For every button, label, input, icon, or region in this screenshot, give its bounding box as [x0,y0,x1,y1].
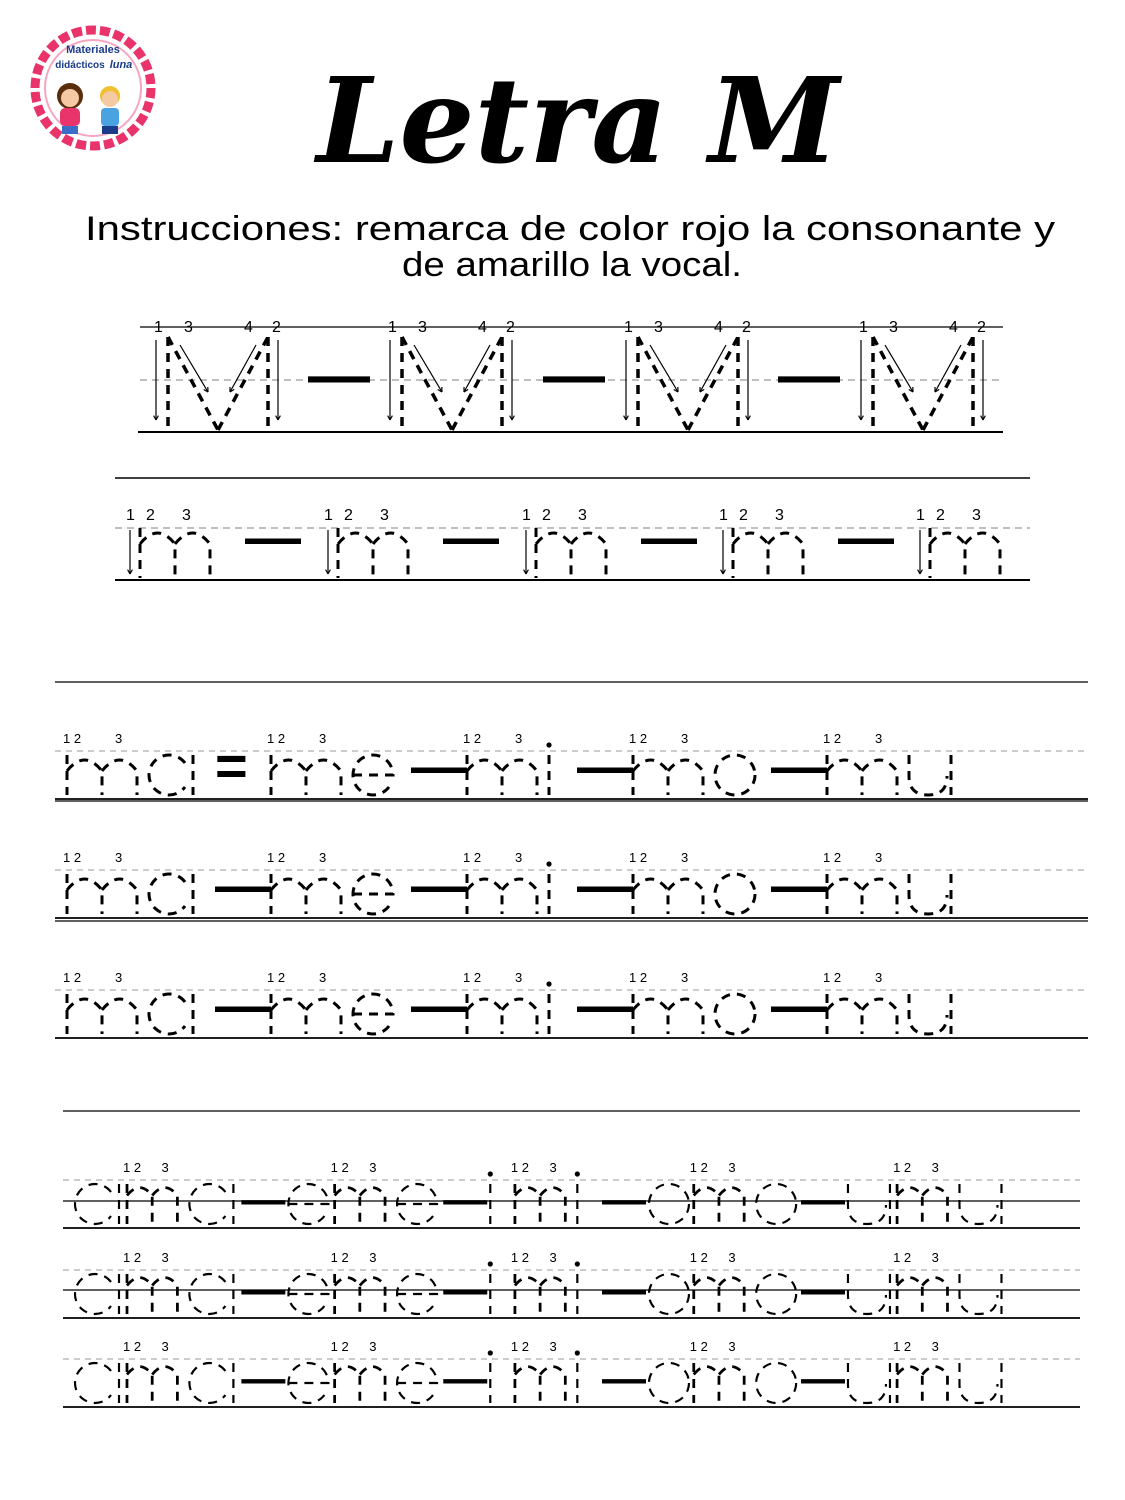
syllable-label: ama [241,1258,244,1259]
separator: — [601,1354,646,1403]
syllable-row [63,1111,1080,1259]
stroke-number: 3 [681,970,689,985]
letter-m [467,994,537,1034]
syllable-label: omo [800,1437,803,1438]
stroke-number: 1 2 [267,731,286,746]
stroke-number: 3 [931,1160,939,1175]
letter-m [897,1363,947,1403]
letter-e [288,1184,328,1224]
letter-u [959,1363,1001,1403]
syllable-label: mo [771,1068,773,1069]
stroke-number: 3 [184,319,193,336]
stroke-number: 3 [369,1160,377,1175]
logo-line3: luna [109,59,133,71]
letter-e [397,1274,437,1314]
stroke-number: 3 [681,731,689,746]
letter-i [575,1261,580,1314]
stroke-number: 3 [369,1339,377,1354]
syllable-label: me [411,1068,413,1069]
letter-m [827,755,897,795]
letter-M [859,319,986,471]
letter-m [916,507,1000,578]
letter-a [75,1363,119,1403]
letter-e [397,1363,437,1403]
syllable-ama [75,1339,244,1438]
stroke-number: 1 2 [463,731,482,746]
letter-i [488,1350,493,1403]
letter-m [127,1274,177,1314]
letter-e [353,755,393,795]
letter-m [515,1274,565,1314]
letter-i [546,861,551,914]
syllable-ma [63,850,217,949]
letter-m [467,874,537,914]
separator: — [577,734,633,797]
letter-a [75,1184,119,1224]
letter-i [488,1171,493,1224]
syllable-label: umu [1008,1437,1011,1438]
stroke-number: 1 2 [510,1250,529,1265]
syllable-mo [629,731,773,830]
letter-m [126,507,210,578]
syllable-me [267,731,413,830]
letter-e [288,1363,328,1403]
stroke-number: 1 2 [510,1339,529,1354]
stroke-number: 3 [775,507,784,524]
syllable-mu [823,850,973,949]
letter-u [848,1184,890,1224]
letter-m [127,1363,177,1403]
letter-e [397,1184,437,1224]
separator: — [838,505,894,568]
syllable-row [55,801,1088,949]
letter-m [694,1184,744,1224]
letter-m [827,874,897,914]
syllable-label: me [411,829,413,830]
logo [35,30,151,146]
letter-label: M [218,470,219,471]
separator: — [771,973,827,1036]
stroke-number: 2 [739,507,748,524]
stroke-number: 3 [515,850,523,865]
letter-m [271,755,341,795]
logo-line2: didácticos [55,60,105,71]
separator: = [215,734,248,797]
letter-i [575,1171,580,1224]
syllable-umu [848,1250,1011,1349]
stroke-number: 1 2 [330,1250,349,1265]
syllable-eme [288,1160,445,1259]
stroke-number: 3 [889,319,898,336]
stroke-number: 1 2 [63,850,82,865]
stroke-number: 1 2 [629,970,648,985]
instructions-line1: Instrucciones: remarca de color rojo la consonante y [85,210,1055,248]
syllable-ma [63,731,217,830]
letter-o [756,1363,796,1403]
stroke-number: 2 [977,319,986,336]
separator: — [577,853,633,916]
separator: — [771,853,827,916]
separator: — [771,734,827,797]
stroke-number: 3 [161,1250,169,1265]
instructions-line2: de amarillo la vocal. [402,246,742,284]
syllable-imi [488,1160,604,1259]
stroke-number: 1 2 [823,850,842,865]
letter-m [515,1363,565,1403]
letter-o [649,1274,689,1314]
letter-o [756,1184,796,1224]
stroke-number: 3 [380,507,389,524]
syllable-label: umu [1008,1348,1011,1349]
letter-e [353,874,393,914]
syllable-label: ama [241,1437,244,1438]
stroke-number: 3 [115,970,123,985]
stroke-number: 3 [115,850,123,865]
letter-m [271,874,341,914]
stroke-number: 1 2 [823,970,842,985]
stroke-number: 1 2 [463,850,482,865]
letter-u [959,1184,1001,1224]
syllable-label: mo [771,829,773,830]
letter-u [959,1274,1001,1314]
syllable-row [55,921,1088,1069]
syllable-mo [629,850,773,949]
separator: — [601,1265,646,1314]
letter-a [189,1184,233,1224]
separator: — [443,1354,488,1403]
stroke-number: 1 [624,319,633,336]
stroke-number: 3 [549,1339,557,1354]
stroke-number: 3 [728,1250,736,1265]
syllable-eme [288,1339,445,1438]
letter-a [149,755,193,795]
separator: — [800,1354,845,1403]
syllable-label: mo [771,948,773,949]
syllable-ma [63,970,217,1069]
stroke-number: 3 [728,1339,736,1354]
syllable-label: mi [577,1068,579,1069]
letter-m [897,1184,947,1224]
letter-a [149,994,193,1034]
stroke-number: 1 [916,507,925,524]
stroke-number: 1 2 [689,1339,708,1354]
stroke-number: 1 2 [63,970,82,985]
separator: — [800,1265,845,1314]
letter-i [488,1261,493,1314]
letter-a [189,1363,233,1403]
letter-m [522,507,606,578]
syllable-label: imi [601,1348,604,1349]
stroke-number: 3 [319,850,327,865]
letter-o [649,1363,689,1403]
syllable-omo [649,1160,803,1259]
separator: — [443,1175,488,1224]
stroke-number: 2 [936,507,945,524]
syllable-mi [463,731,579,830]
syllable-label: mi [577,829,579,830]
stroke-number: 2 [542,507,551,524]
separator: — [241,1175,286,1224]
stroke-number: 3 [972,507,981,524]
stroke-number: 1 2 [123,1339,142,1354]
syllable-label: ma [215,948,217,949]
stroke-number: 1 2 [463,970,482,985]
separator: — [800,1175,845,1224]
stroke-number: 3 [728,1160,736,1175]
stroke-number: 1 [126,507,135,524]
letter-i [546,742,551,795]
letter-m [694,1363,744,1403]
stroke-number: 1 2 [823,731,842,746]
stroke-number: 4 [478,319,487,336]
stroke-number: 1 [859,319,868,336]
letter-m [694,1274,744,1314]
separator: — [245,505,301,568]
letter-m [335,1274,385,1314]
stroke-number: 1 2 [330,1339,349,1354]
stroke-number: 4 [714,319,723,336]
separator: — [443,505,499,568]
letter-o [756,1274,796,1314]
stroke-number: 4 [949,319,958,336]
stroke-number: 3 [418,319,427,336]
letter-M [388,319,515,471]
stroke-number: 1 2 [330,1160,349,1175]
letter-i [546,981,551,1034]
stroke-number: 3 [654,319,663,336]
syllable-row [55,682,1088,830]
syllable-mu [823,970,973,1069]
stroke-number: 3 [875,850,883,865]
stroke-number: 2 [742,319,751,336]
separator: — [241,1354,286,1403]
stroke-number: 1 2 [267,850,286,865]
syllable-omo [649,1339,803,1438]
stroke-number: 2 [272,319,281,336]
letter-label: M [923,470,924,471]
stroke-number: 3 [549,1160,557,1175]
stroke-number: 3 [161,1160,169,1175]
letter-m [127,1184,177,1224]
stroke-number: 3 [515,731,523,746]
stroke-number: 3 [515,970,523,985]
stroke-number: 3 [182,507,191,524]
separator: — [215,853,271,916]
stroke-number: 3 [931,1339,939,1354]
letter-m [335,1363,385,1403]
syllable-label: omo [800,1348,803,1349]
stroke-number: 1 2 [267,970,286,985]
syllable-label: ama [241,1348,244,1349]
syllable-label: umu [1008,1258,1011,1259]
letter-m [335,1184,385,1224]
stroke-number: 2 [506,319,515,336]
syllable-mo [629,970,773,1069]
letter-m [897,1274,947,1314]
letter-o [715,994,755,1034]
syllable-mi [463,850,579,949]
letter-m [515,1184,565,1224]
stroke-number: 1 2 [893,1339,912,1354]
letter-m [827,994,897,1034]
stroke-number: 3 [681,850,689,865]
separator: — [443,1265,488,1314]
syllable-label: mi [577,948,579,949]
syllable-label: eme [443,1348,445,1349]
syllable-umu [848,1339,1011,1438]
stroke-number: 1 [719,507,728,524]
separator: — [411,973,467,1036]
letter-M [624,319,751,471]
letter-M [154,319,281,471]
separator: — [778,341,840,410]
syllable-ama [75,1250,244,1349]
syllable-label: ma [215,829,217,830]
stroke-number: 3 [578,507,587,524]
stroke-number: 1 2 [510,1160,529,1175]
syllable-imi [488,1339,604,1438]
stroke-number: 3 [161,1339,169,1354]
syllable-umu [848,1160,1011,1259]
stroke-number: 1 2 [629,731,648,746]
letter-label: M [452,470,453,471]
syllable-me [267,850,413,949]
syllable-label: mu [971,948,973,949]
page-title: Letra M [316,51,840,190]
stroke-number: 1 2 [629,850,648,865]
syllable-label: imi [601,1258,604,1259]
stroke-number: 1 [388,319,397,336]
syllable-label: mu [971,829,973,830]
stroke-number: 1 [522,507,531,524]
syllable-mu [823,731,973,830]
separator: — [215,973,271,1036]
separator: — [241,1265,286,1314]
stroke-number: 1 2 [123,1160,142,1175]
boy-illustration [100,86,120,134]
letter-m [633,874,703,914]
stroke-number: 3 [931,1250,939,1265]
stroke-number: 1 [154,319,163,336]
syllable-ama [75,1160,244,1259]
syllable-label: mu [971,1068,973,1069]
letter-m [67,874,137,914]
letter-m [271,994,341,1034]
letter-a [75,1274,119,1314]
syllable-me [267,970,413,1069]
letter-a [189,1274,233,1314]
stroke-number: 4 [244,319,253,336]
separator: — [601,1175,646,1224]
letter-u [909,994,951,1034]
separator: — [577,973,633,1036]
stroke-number: 3 [115,731,123,746]
separator: — [411,853,467,916]
letter-m [467,755,537,795]
stroke-number: 3 [875,970,883,985]
syllable-mi [463,970,579,1069]
stroke-number: 1 2 [123,1250,142,1265]
letter-m [633,755,703,795]
stroke-number: 1 2 [63,731,82,746]
letter-e [288,1274,328,1314]
syllable-omo [649,1250,803,1349]
stroke-number: 3 [875,731,883,746]
stroke-number: 1 2 [689,1250,708,1265]
stroke-number: 3 [549,1250,557,1265]
separator: — [308,341,370,410]
stroke-number: 1 [324,507,333,524]
stroke-number: 2 [146,507,155,524]
letter-o [715,874,755,914]
letter-a [149,874,193,914]
stroke-number: 1 2 [689,1160,708,1175]
letter-label: M [688,470,689,471]
stroke-number: 3 [319,970,327,985]
letter-u [909,874,951,914]
letter-u [848,1274,890,1314]
syllable-imi [488,1250,604,1349]
letter-m [67,755,137,795]
syllable-label: omo [800,1258,803,1259]
syllable-label: ma [215,1068,217,1069]
letter-o [715,755,755,795]
letter-m [324,507,408,578]
syllable-label: eme [443,1258,445,1259]
letter-u [848,1363,890,1403]
letter-o [649,1184,689,1224]
stroke-number: 3 [319,731,327,746]
letter-m [67,994,137,1034]
letter-m [633,994,703,1034]
letter-u [909,755,951,795]
stroke-number: 3 [369,1250,377,1265]
syllable-eme [288,1250,445,1349]
stroke-number: 1 2 [893,1160,912,1175]
letter-m [719,507,803,578]
stroke-number: 2 [344,507,353,524]
syllable-label: imi [601,1437,604,1438]
separator: — [641,505,697,568]
letter-i [575,1350,580,1403]
letter-e [353,994,393,1034]
syllable-label: me [411,948,413,949]
syllable-label: eme [443,1437,445,1438]
logo-line1: Materiales [66,44,120,56]
stroke-number: 1 2 [893,1250,912,1265]
separator: — [543,341,605,410]
separator: — [411,734,467,797]
